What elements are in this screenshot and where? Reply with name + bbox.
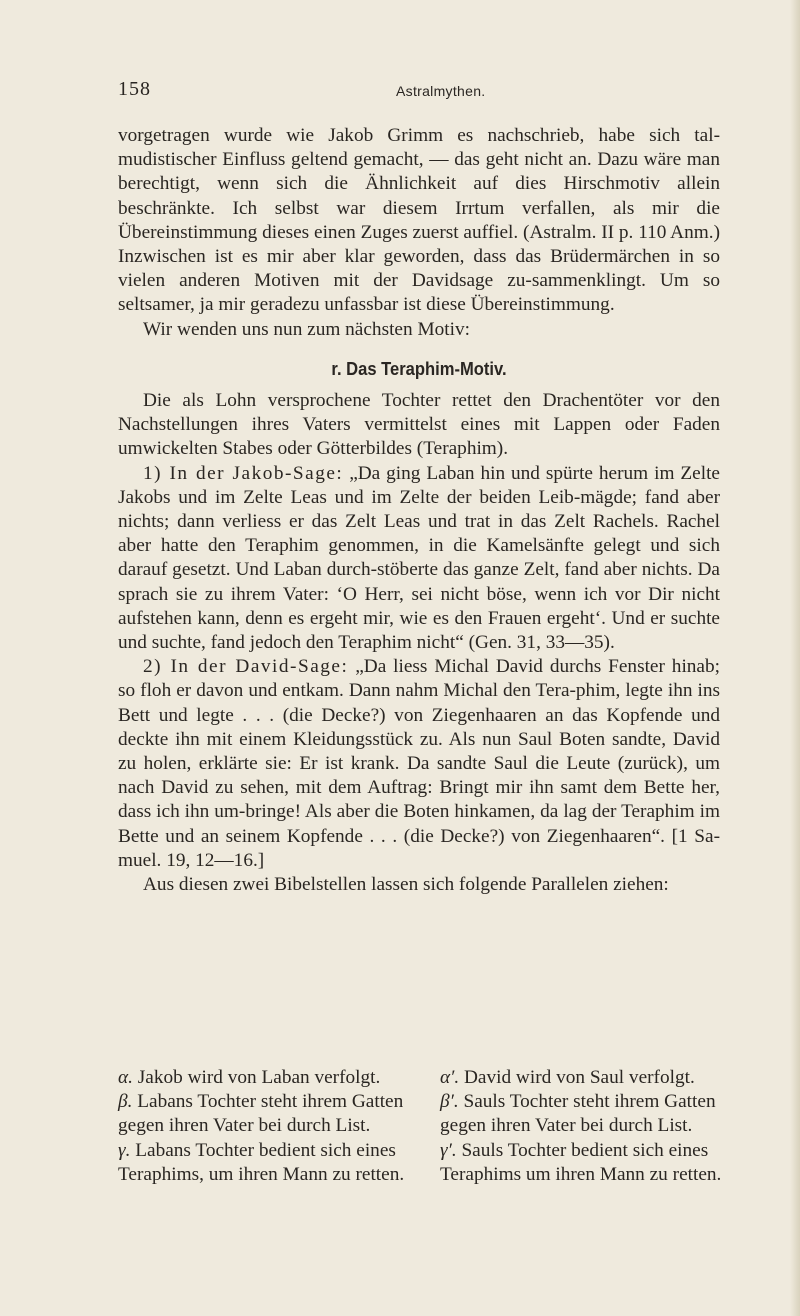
paragraph-transition: Wir wenden uns nun zum nächsten Motiv: [143, 318, 470, 340]
parallel-text: Jakob wird von Laban verfolgt. [132, 1067, 381, 1088]
parallel-text: Labans Tochter steht ihrem Gatten gegen ihren Vater bei durch List. [118, 1091, 404, 1137]
right-column [440, 1066, 730, 1187]
parallels-columns [118, 1066, 720, 1236]
left-column [118, 1066, 408, 1187]
paragraph-continuation: vorgetragen wurde wie Jakob Grimm es nachschrieb, habe sich tal-mudistischer Einfluss geltend gemacht, — das geht nicht an. Dazu wäre man berechtigt, wenn sich die Ähnlichkeit auf dies Hirschmotiv allein beschränkte. Ich selbst war diesem Irrtum verfallen, als mir die Übereinstimmung dieses einen Zuges zuerst auffiel. (Astralm. II p. 110 Anm.) Inzwischen ist es mir aber klar geworden, dass das Brüdermärchen in so vielen anderen Motiven mit der Davidsage zu-sammenklingt. Um so seltsamer, ja mir geradezu unfassbar ist diese Übereinstimmung. [118, 125, 720, 316]
parallel-item [118, 1090, 408, 1138]
item-jakob-sage [118, 462, 720, 656]
page-header [118, 78, 718, 108]
item-label: 2) In der David-Sage: [143, 656, 349, 678]
running-title: Astralmythen. [396, 83, 486, 99]
parallel-item [440, 1066, 730, 1090]
body-text [118, 124, 720, 897]
parallel-text: Sauls Tochter bedient sich eines Teraphims um ihren Mann zu retten. [440, 1139, 722, 1185]
parallel-text: Sauls Tochter steht ihrem Gatten gegen ihren Vater bei durch List. [440, 1091, 716, 1137]
parallel-mark: α. [118, 1067, 133, 1088]
parallel-item [440, 1090, 730, 1138]
paragraph-intro: Die als Lohn versprochene Tochter rettet den Drachentöter vor den Nachstellungen ihres Vaters vermittelst eines mit Lappen oder Faden umwickelten Stabes oder Götterbildes (Teraphim). [118, 390, 720, 460]
parallel-mark: β′. [440, 1091, 459, 1113]
parallel-item [440, 1139, 730, 1187]
parallel-text: Labans Tochter bedient sich eines Teraphims, um ihren Mann zu retten. [118, 1139, 405, 1185]
item-text: „Da ging Laban hin und spürte herum im Zelte Jakobs und im Zelte Leas und im Zelte der beiden Leib-mägde; fand aber nichts; dann verliess er das Zelt Leas und trat in das Zelt Rachels. Rachel aber hatte den Teraphim genommen, in die Kamelsänfte gelegt und sich darauf gesetzt. Und Laban durch-stöberte das ganze Zelt, fand aber nichts. Da sprach sie zu ihrem Vater: ‘O Herr, sei nicht böse, wenn ich vor Dir nicht aufstehen kann, denn es ergeht mir, wie es den Frauen ergeht‘. Und er suchte und suchte, fand jedoch den Teraphim nicht“ (Gen. 31, 33—35). [118, 462, 720, 654]
parallel-mark: γ. [118, 1139, 131, 1161]
parallel-item [118, 1139, 408, 1187]
parallel-mark: α′. [440, 1067, 460, 1088]
parallel-mark: β. [118, 1091, 133, 1113]
page-number: 158 [118, 78, 151, 100]
parallel-text: David wird von Saul verfolgt. [459, 1067, 695, 1088]
page-edge-shadow [790, 0, 800, 1316]
item-david-sage [118, 655, 720, 873]
item-label: 1) In der Jakob-Sage: [143, 462, 344, 484]
paragraph-parallels-intro: Aus diesen zwei Bibelstellen lassen sich folgende Parallelen ziehen: [143, 874, 669, 896]
parallel-mark: γ′. [440, 1139, 457, 1161]
parallel-item [118, 1066, 408, 1090]
item-text: „Da liess Michal David durchs Fenster hinab; so floh er davon und entkam. Dann nahm Michal den Tera-phim, legte ihn ins Bett und legte . . . (die Decke?) von Ziegenhaaren an das Kopfende und deckte ihn mit einem Kleidungsstück zu. Als nun Saul Boten sandte, David zu holen, erklärte sie: Er ist krank. Da sandte Saul die Leute (zurück), um nach David zu sehen, mit dem Auftrag: Bringt mir ihn samt dem Bette her, dass ich ihn um-bringe! Als aber die Boten hinkamen, da lag der Teraphim im Bette und an seinem Kopfende . . . (die Decke?) von Ziegenhaaren“. [1 Sa-muel. 19, 12—16.] [118, 656, 720, 871]
section-heading: r. Das Teraphim-Motiv. [331, 358, 507, 379]
